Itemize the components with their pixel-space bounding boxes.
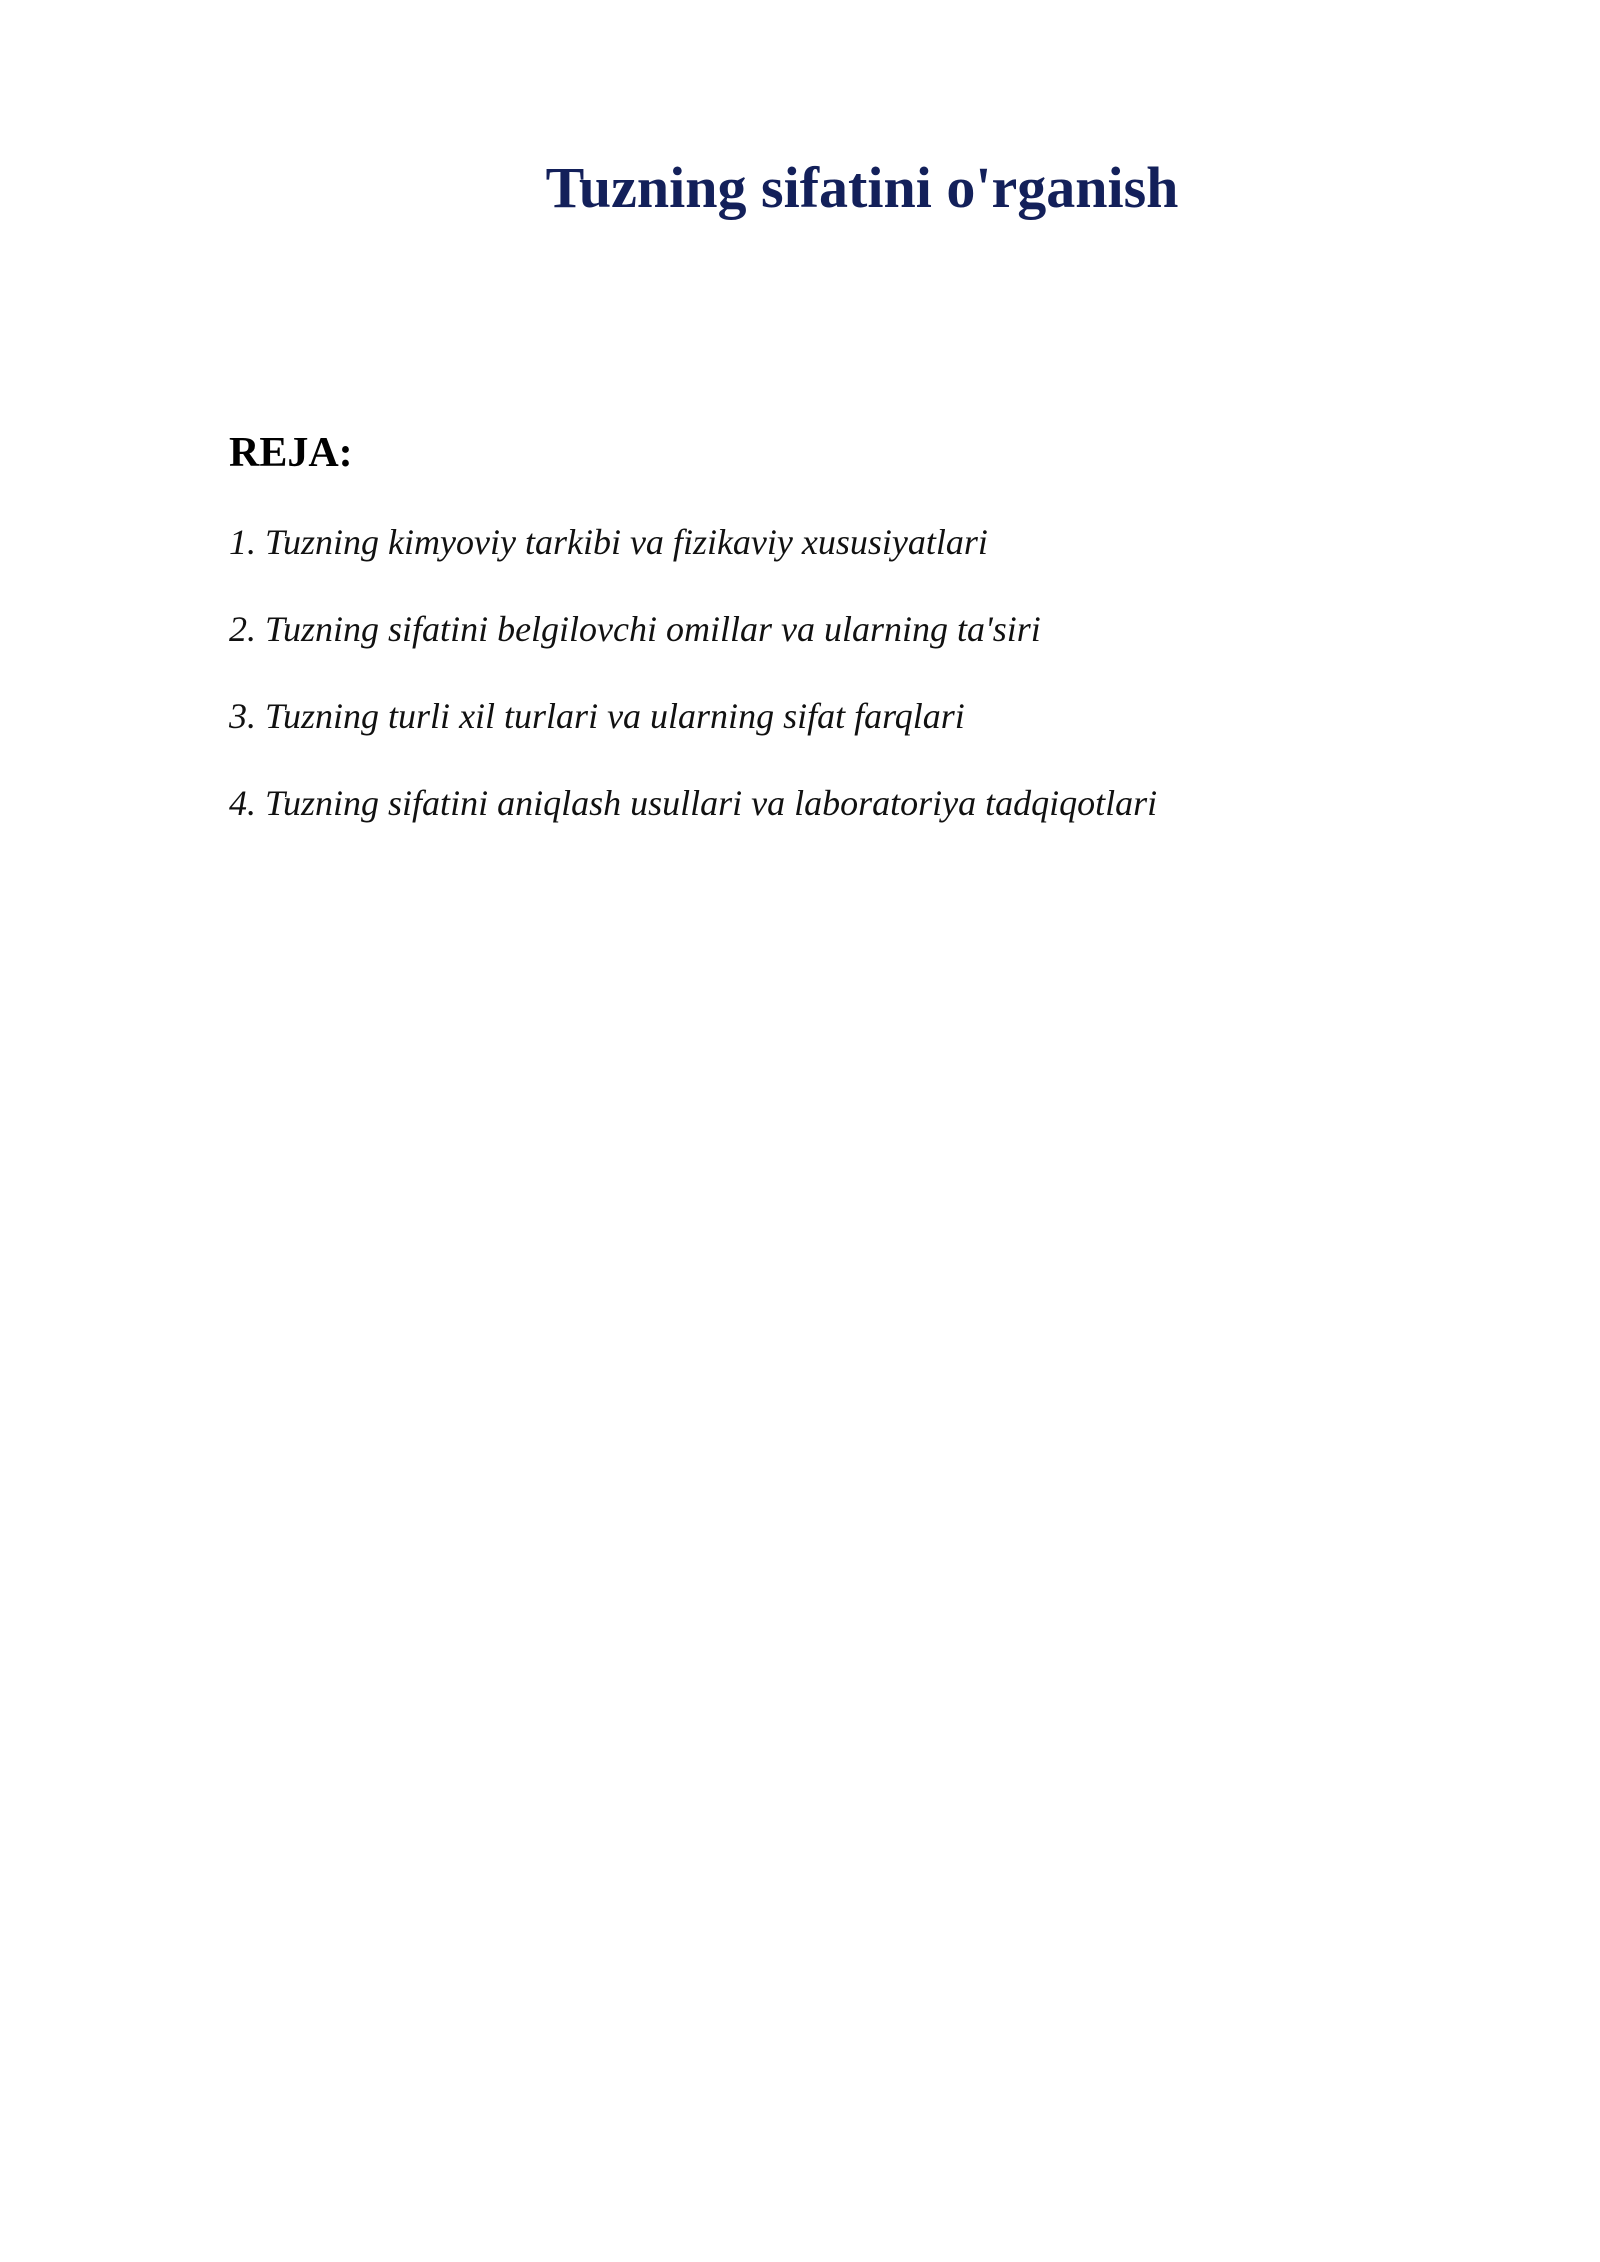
plan-item: 1. Tuzning kimyoviy tarkibi va fizikaviy xususiyatlari xyxy=(229,522,988,562)
document-title: Tuzning sifatini o'rganish xyxy=(545,155,1179,220)
plan-item: 4. Tuzning sifatini aniqlash usullari va laboratoriya tadqiqotlari xyxy=(229,783,1158,823)
plan-item: 3. Tuzning turli xil turlari va ularning sifat farqlari xyxy=(229,696,965,736)
plan-list xyxy=(229,517,1429,865)
plan-item: 2. Tuzning sifatini belgilovchi omillar va ularning ta'siri xyxy=(229,609,1041,649)
plan-heading: REJA: xyxy=(229,430,353,476)
